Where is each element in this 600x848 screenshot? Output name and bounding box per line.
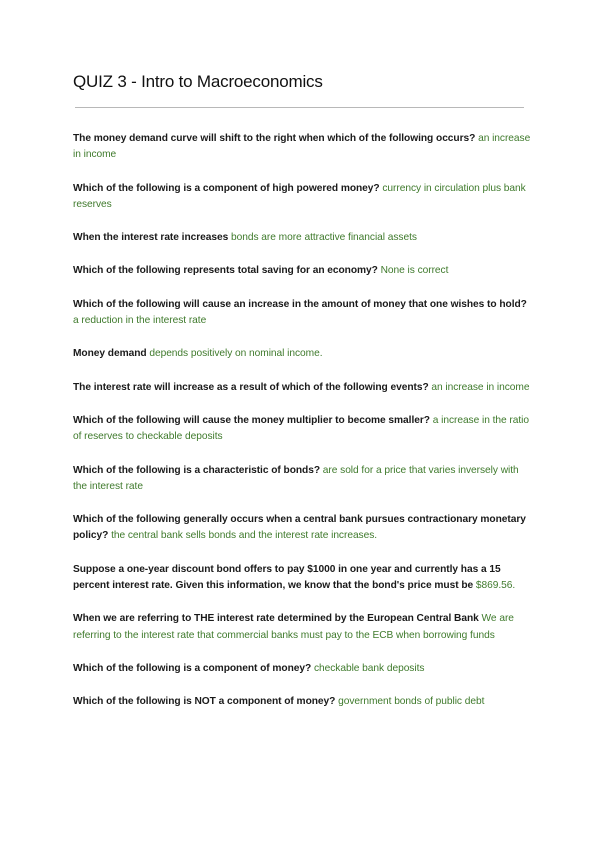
- question-text: Which of the following will cause the money multiplier to become smaller?: [73, 414, 430, 426]
- question-text: Which of the following is a component of high powered money?: [73, 182, 380, 194]
- answer-text: government bonds of public debt: [338, 696, 485, 708]
- answer-text: a increase in the ratio of reserves to checkable deposits: [73, 414, 529, 443]
- qa-item-3: [73, 230, 533, 246]
- qa-item-4: [73, 263, 533, 279]
- qa-item-5: [73, 297, 533, 330]
- question-text: Which of the following represents total saving for an economy?: [73, 265, 378, 277]
- question-text: When we are referring to THE interest rate determined by the European Central Bank: [73, 613, 479, 625]
- answer-text: an increase in income: [431, 381, 530, 393]
- qa-item-7: [73, 380, 533, 396]
- answer-text: depends positively on nominal income.: [149, 348, 323, 360]
- question-text: Which of the following will cause an increase in the amount of money that one wishes to hold?: [73, 298, 527, 310]
- answer-text: $869.56.: [475, 580, 516, 592]
- question-text: Which of the following is a component of money?: [73, 662, 312, 674]
- qa-item-11: [73, 562, 533, 595]
- answer-text: are sold for a price that varies inversely with the interest rate: [73, 464, 519, 492]
- qa-item-6: [73, 346, 533, 362]
- answer-text: bonds are more attractive financial assets: [231, 232, 417, 244]
- qa-item-14: [73, 694, 533, 710]
- answer-text: the central bank sells bonds and the interest rate increases.: [111, 530, 378, 542]
- question-text: When the interest rate increases: [73, 232, 229, 244]
- question-text: The interest rate will increase as a result of which of the following events?: [73, 381, 429, 393]
- qa-item-2: [73, 181, 533, 214]
- answer-text: an increase in income: [73, 133, 531, 161]
- question-text: Money demand: [73, 348, 147, 360]
- qa-item-13: [73, 661, 533, 677]
- document-title: QUIZ 3 - Intro to Macroeconomics: [73, 72, 323, 91]
- qa-item-1: [73, 131, 533, 164]
- answer-text: None is correct: [380, 265, 449, 277]
- qa-item-8: [73, 413, 533, 446]
- answer-text: currency in circulation plus bank reserves: [73, 182, 526, 210]
- question-text: Which of the following is a characteristic of bonds?: [73, 464, 321, 476]
- qa-item-12: [73, 611, 533, 644]
- qa-item-10: [73, 512, 533, 545]
- answer-text: a reduction in the interest rate: [73, 315, 207, 327]
- answer-text: We are referring to the interest rate that commercial banks must pay to the ECB when borrowing funds: [73, 613, 514, 641]
- question-text: Suppose a one-year discount bond offers to pay $1000 in one year and currently has a 15 percent interest rate. Given this information, we know that the bond's price must be: [73, 563, 501, 592]
- question-text: The money demand curve will shift to the right when which of the following occurs?: [73, 133, 476, 144]
- title-divider: [75, 107, 524, 108]
- qa-item-9: [73, 463, 533, 496]
- question-text: Which of the following is NOT a component of money?: [73, 696, 336, 708]
- question-list: [73, 131, 533, 711]
- answer-text: checkable bank deposits: [313, 662, 425, 674]
- question-text: Which of the following generally occurs when a central bank pursues contractionary monetary policy?: [73, 514, 526, 542]
